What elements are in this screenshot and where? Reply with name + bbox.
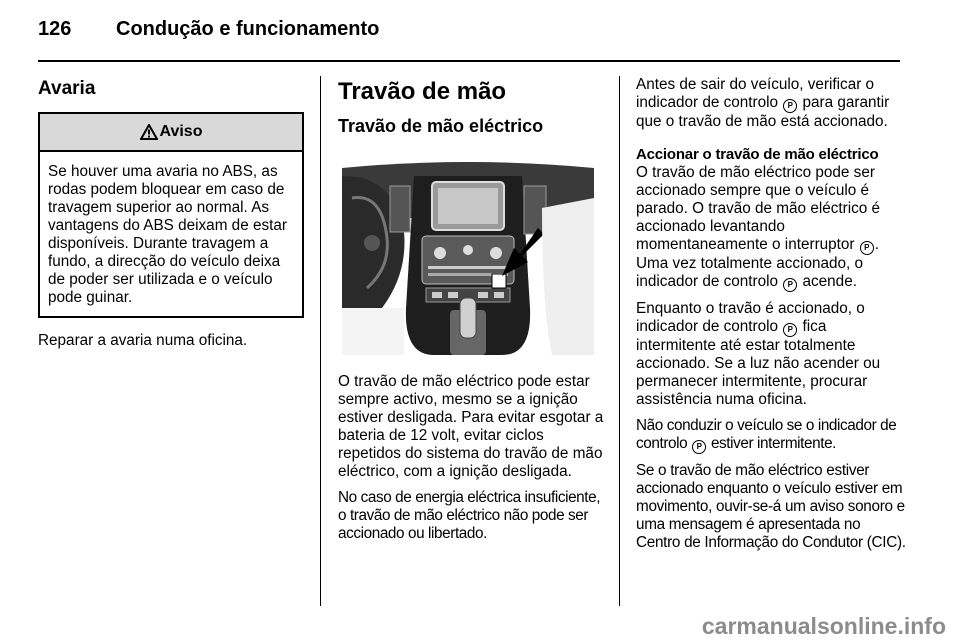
body-text: Não conduzir o veículo se o indicador de controlo P estiver intermitente. (636, 417, 897, 452)
header-rule (38, 60, 900, 62)
warning-body (40, 152, 302, 316)
body-text: Reparar a avaria numa oficina. (38, 332, 248, 349)
column-divider (619, 76, 620, 606)
column-left (38, 76, 304, 350)
body-text: Antes de sair do veículo, verificar o indicador de controlo P para garantir que o travão de mão está accionado. (636, 76, 890, 130)
parking-brake-icon: P (783, 99, 797, 113)
body-text: Se o travão de mão eléctrico estiver accionado enquanto o veículo estiver em movimento, ouvir-se-á um aviso sonoro e uma mensagem é apresentada no Centro de Informação do Condutor (CIC). (636, 462, 906, 551)
parking-brake-icon: P (783, 323, 797, 337)
page-header (38, 18, 379, 41)
column-right (636, 76, 906, 552)
warning-header (40, 114, 302, 152)
warning-triangle-icon (140, 124, 158, 140)
warning-label: Aviso (159, 123, 203, 140)
column-middle (338, 76, 606, 543)
dashboard-illustration (342, 158, 594, 355)
warning-text: Se houver uma avaria no ABS, as rodas podem bloquear em caso de travagem superior ao normal. As vantagens do ABS deixam de estar disponíveis. Durante travagem a fundo, a direcção do veículo deixa de poder ser utilizada e o veículo pode guinar. (48, 163, 287, 306)
warning-box (38, 112, 304, 318)
subsection-heading: Travão de mão eléctrico (338, 116, 544, 136)
parking-brake-icon: P (783, 278, 797, 292)
section-title: Avaria (38, 78, 96, 99)
subheading: Accionar o travão de mão eléctrico (636, 146, 879, 163)
body-text: O travão de mão eléctrico pode ser accionado sempre que o veículo é parado. O travão de mão eléctrico é accionado levantando momentaneamente o interruptor P . Uma vez totalmente accionado, o indicador de controlo P acende. (636, 164, 881, 290)
body-text: Enquanto o travão é accionado, o indicador de controlo P fica intermitente até estar totalmente accionado. Se a luz não acender ou permanecer intermitente, procurar assistência numa oficina. (636, 300, 881, 408)
parking-brake-icon: P (692, 440, 706, 454)
body-text: No caso de energia eléctrica insuficiente, o travão de mão eléctrico não pode ser accionado ou libertado. (338, 489, 601, 542)
parking-brake-icon: P (860, 241, 874, 255)
section-heading: Travão de mão (338, 78, 507, 105)
watermark: carmanualsonline.info (701, 613, 946, 639)
column-divider (320, 76, 321, 606)
body-text: O travão de mão eléctrico pode estar sempre activo, mesmo se a ignição estiver desligada. Para evitar esgotar a bateria de 12 volt, evitar ciclos repetidos do sistema do travão de mão eléctrico, com a ignição desligada. (338, 373, 604, 480)
page-number: 126 (38, 18, 72, 40)
chapter-title: Condução e funcionamento (116, 18, 380, 40)
